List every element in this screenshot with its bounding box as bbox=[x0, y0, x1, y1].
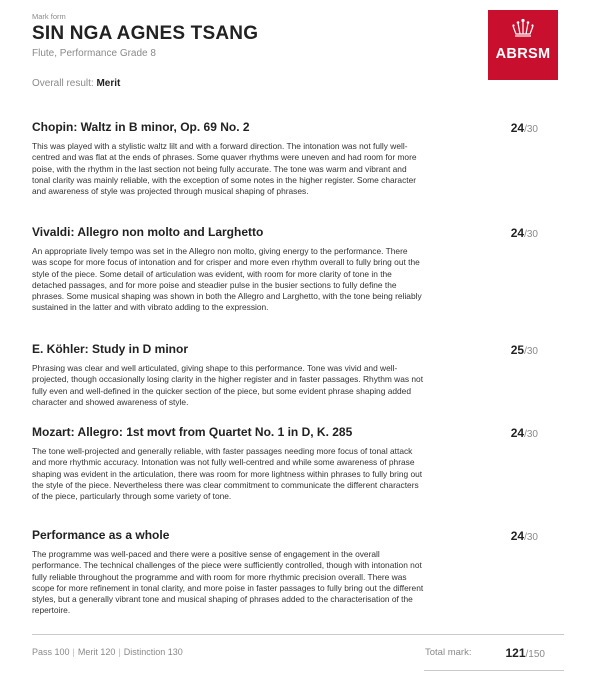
section-comment: Phrasing was clear and well articulated, giving shape to this performance. Tone was vivid and well-projected, though occasionally losing clarity in the higher register and in faster passages. Rhythm was not fully even and well-defined in the quicker section of the piece, but some evident phrase shaping added character and showed awareness of style. bbox=[32, 363, 424, 407]
section-comment: The programme was well-paced and there were a positive sense of engagement in the overall performance. The technical challenges of the piece were sufficiently controlled, though with intonation not fully reliable throughout the programme and with room for more rhythmic precision overall. There was scope for more refinement in tonal clarity, and more poise in faster passages to fully bring out the different styles, but a generally vibrant tone and musical shaping of phrases added to the characterisation of the repertoire. bbox=[32, 549, 424, 616]
section-score bbox=[511, 121, 538, 135]
grade-thresholds bbox=[32, 647, 183, 657]
threshold-separator: | bbox=[118, 647, 121, 657]
section-max: /30 bbox=[524, 532, 538, 543]
section-title: Chopin: Waltz in B minor, Op. 69 No. 2 bbox=[32, 120, 250, 134]
section-mark: 24 bbox=[510, 529, 525, 543]
section-max: /30 bbox=[524, 124, 538, 135]
exam-subtitle: Flute, Performance Grade 8 bbox=[32, 48, 156, 59]
section-max: /30 bbox=[524, 429, 538, 440]
section-comment: This was played with a stylistic waltz lilt and with a forward direction. The intonation was not fully well-centred and was flat at the ends of phrases. Some quaver rhythms were uneven and had room for more poise, with the rhythm in the last section not being fully accurate. The tone was warm and vibrant and tonal clarity was mainly reliable, with the exception of some notes in the higher register. Some character and awareness of style was projected through musical shaping of phrases. bbox=[32, 141, 417, 197]
overall-result-label: Overall result: bbox=[32, 78, 97, 89]
section-mark: 24 bbox=[510, 226, 525, 240]
section-score bbox=[511, 343, 538, 357]
section-title: Performance as a whole bbox=[32, 528, 170, 542]
section-comment: An appropriate lively tempo was set in the Allegro non molto, giving energy to the performance. There was scope for more focus of intonation and for crisper and more even rhythm overall to fully bring out the style of the piece. Some detail of articulation was evident, with room for more clarity of tone in the detached passages, and for more poise and steadier pulse in the busier sections to fully define the phrases. Some musical shaping was shown in both the Allegro and Larghetto, with the tone being reliably sustained in the latter and with vibrato adding to the expression. bbox=[32, 246, 422, 313]
crown-icon bbox=[511, 18, 535, 40]
section-mark: 24 bbox=[510, 121, 525, 135]
form-type-label: Mark form bbox=[32, 12, 66, 21]
pass-threshold: Pass 100 bbox=[32, 647, 70, 657]
section-title: Vivaldi: Allegro non molto and Larghetto bbox=[32, 225, 264, 239]
overall-result-value: Merit bbox=[96, 78, 121, 89]
section-score bbox=[511, 426, 538, 440]
section-score bbox=[511, 529, 538, 543]
section-score bbox=[511, 226, 538, 240]
distinction-threshold: Distinction 130 bbox=[123, 647, 183, 657]
total-mark bbox=[506, 646, 546, 660]
section-comment: The tone well-projected and generally reliable, with faster passages needing more focus of tonal attack and more rhythmic accuracy. Intonation was not fully well-centred and while some awareness of phrase shaping was evident in the articulation, there was room for more lightness within phrases to fully bring out the style of the piece. Nevertheless there was clear commitment to communicate the different characters of the piece, particularly through some variety of tone. bbox=[32, 446, 423, 502]
total-mark-label: Total mark: bbox=[425, 647, 472, 658]
section-mark: 25 bbox=[510, 343, 525, 357]
overall-result bbox=[32, 78, 120, 89]
abrsm-logo bbox=[488, 10, 558, 80]
candidate-name: SIN NGA AGNES TSANG bbox=[32, 23, 259, 44]
section-mark: 24 bbox=[510, 426, 525, 440]
total-mark-value: 121 bbox=[505, 646, 526, 660]
section-title: Mozart: Allegro: 1st movt from Quartet No. 1 in D, K. 285 bbox=[32, 425, 353, 439]
threshold-separator: | bbox=[72, 647, 75, 657]
merit-threshold: Merit 120 bbox=[77, 647, 116, 657]
footer-divider bbox=[32, 634, 564, 635]
total-underline bbox=[424, 670, 564, 671]
section-max: /30 bbox=[524, 346, 538, 357]
section-title: E. Köhler: Study in D minor bbox=[32, 342, 189, 356]
total-mark-max: /150 bbox=[525, 649, 545, 660]
logo-text: ABRSM bbox=[495, 46, 551, 62]
section-max: /30 bbox=[524, 229, 538, 240]
